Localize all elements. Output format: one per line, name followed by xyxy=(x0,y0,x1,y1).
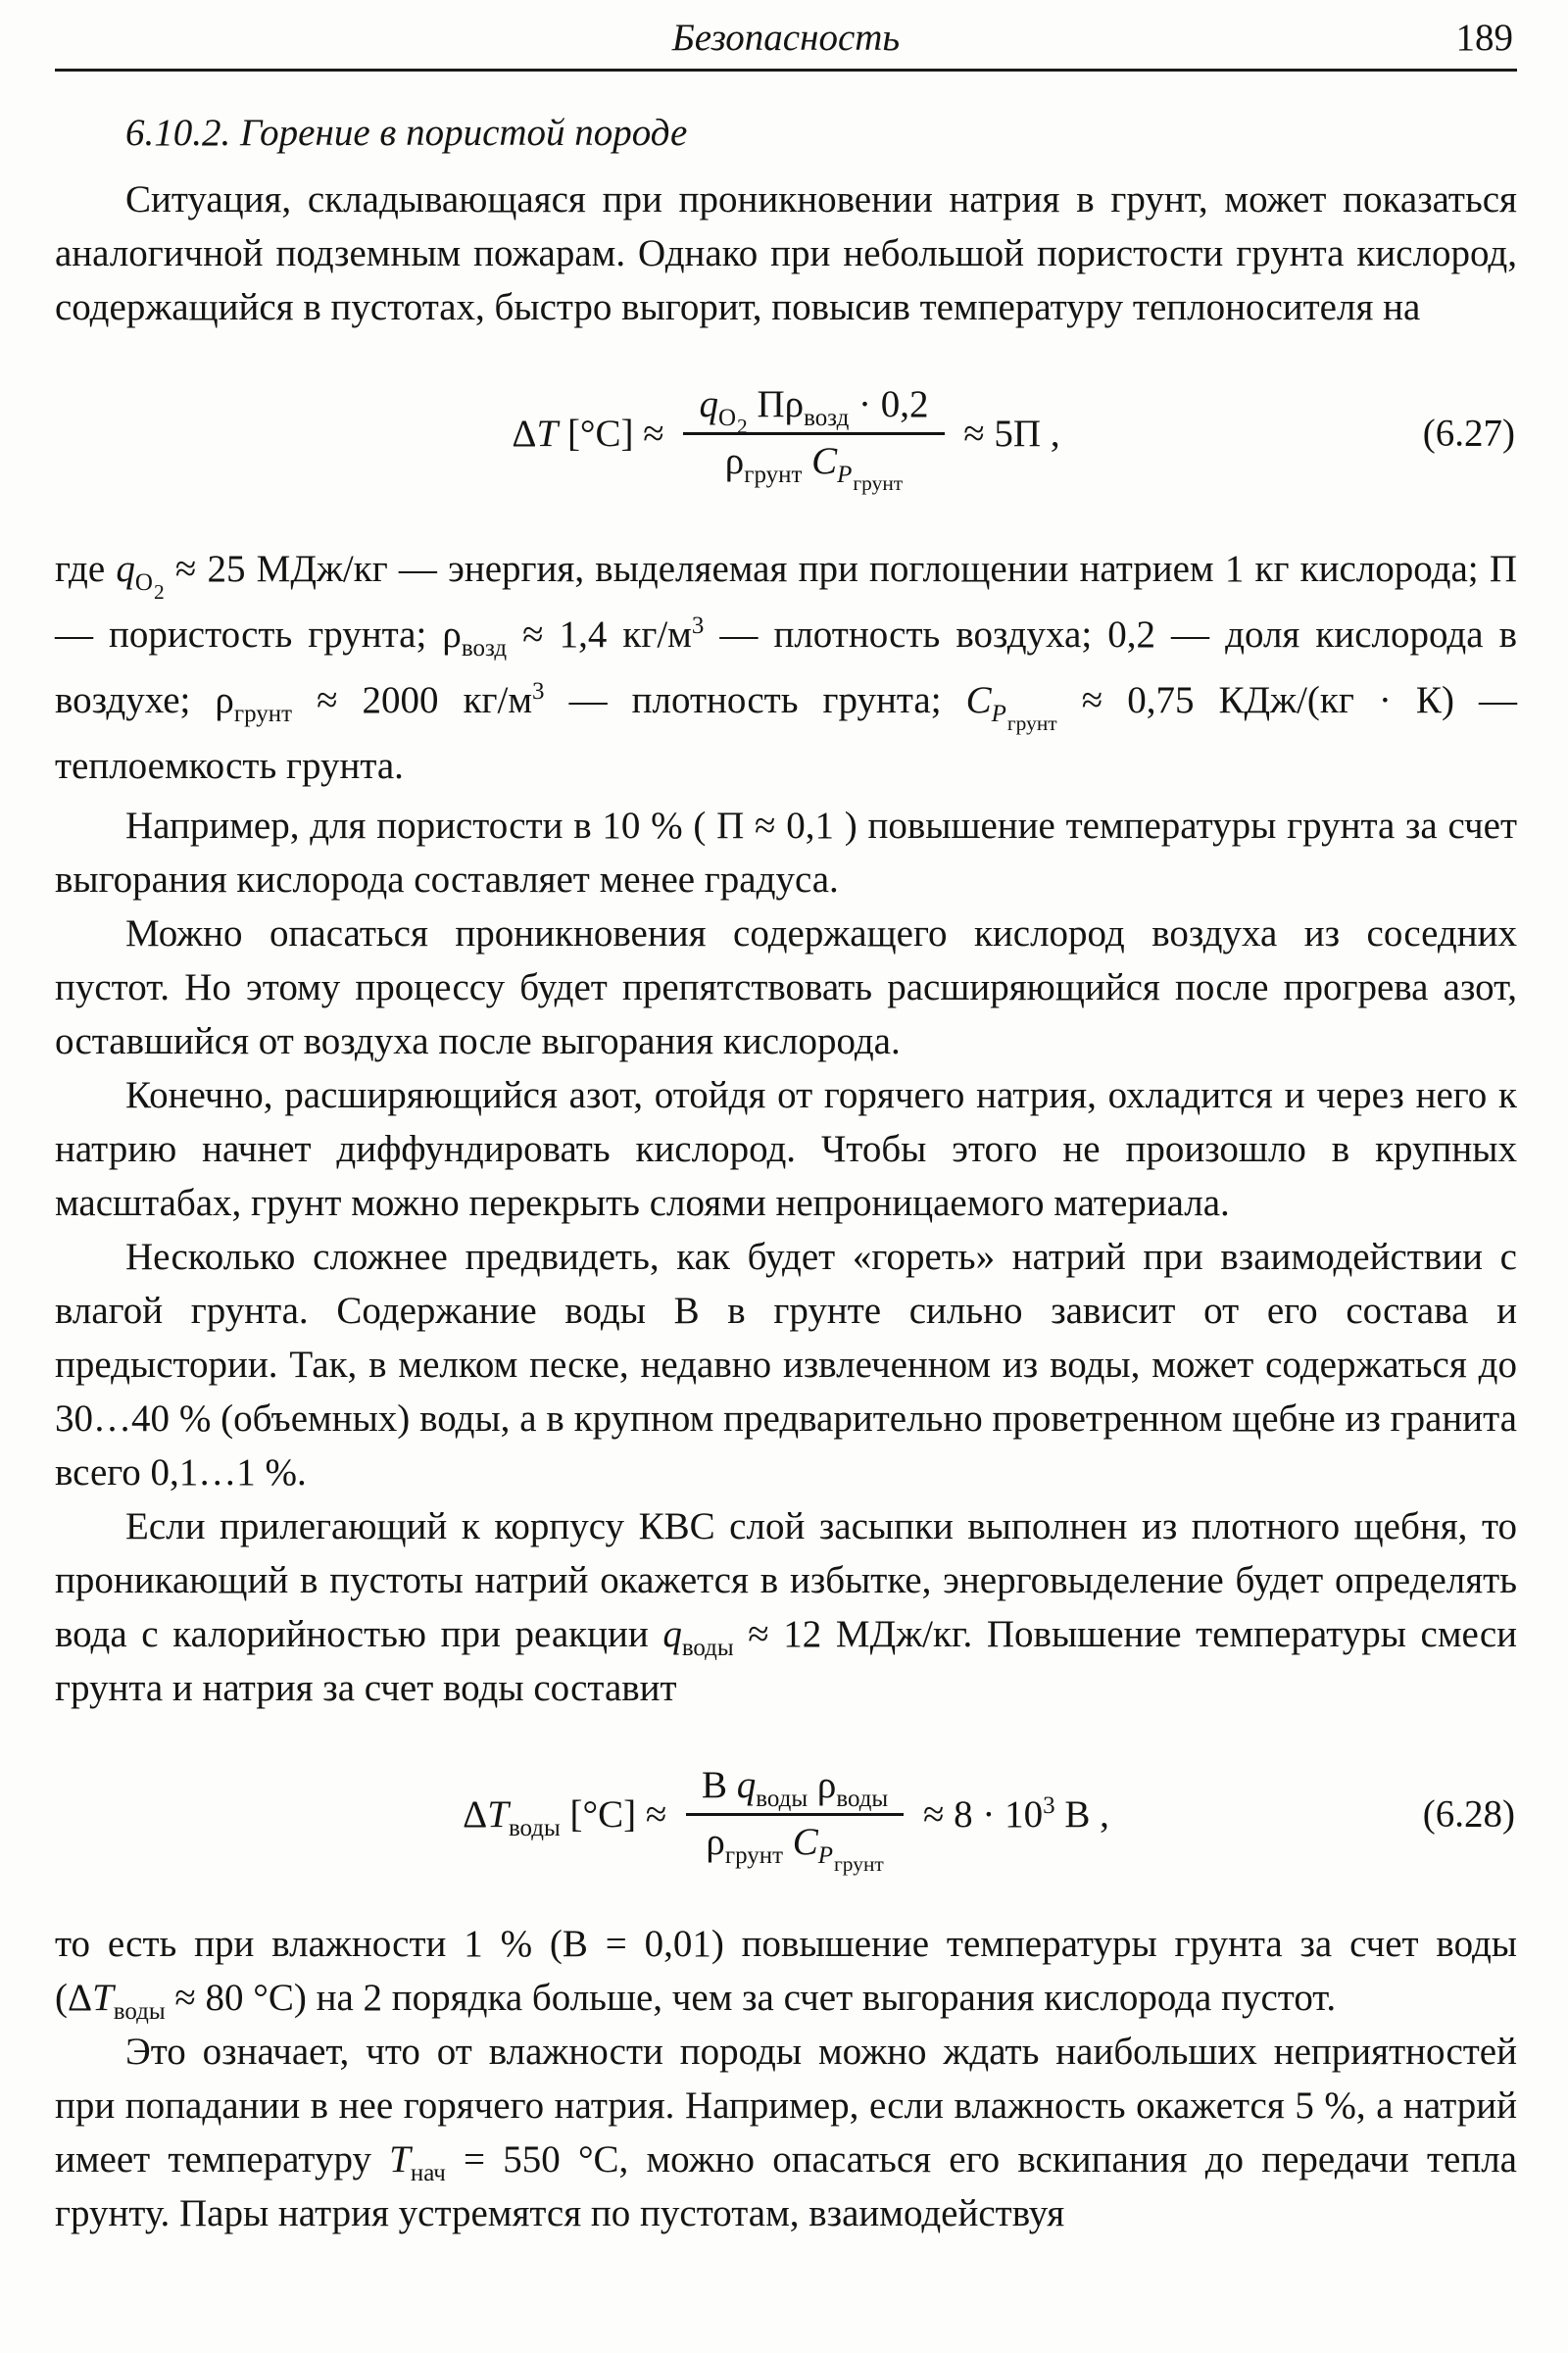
page-body xyxy=(55,111,1517,2240)
paragraph-moisture-content: Несколько сложнее предвидеть, как будет «гореть» натрий при взаимодействии с влагой грунта. Содержание воды В в грунте сильно зависит от его состава и предыстории. Так, в мелком песке, недавно извлеченном из воды, может содержаться до 30…40 % (объемных) воды, а в крупном предварительно проветренном щебне из гранита всего 0,1…1 %. xyxy=(55,1236,1517,1494)
paragraph-nitrogen: Конечно, расширяющийся азот, отойдя от горячего натрия, охладится и через него к натрию начнет диффундировать кислород. Чтобы этого не произошло в крупных масштабах, грунт можно перекрыть слоями непроницаемого материала. xyxy=(55,1074,1517,1224)
eq-628-rhs: ≈ $8 \cdot 10^3$ В , xyxy=(913,1791,1109,1836)
header-rule xyxy=(55,69,1517,72)
eq-627-rhs: ≈ 5П , xyxy=(954,412,1060,455)
eq-627-body xyxy=(512,378,1060,496)
paragraph-neighbor-voids: Можно опасаться проникновения содержащего кислород воздуха из соседних пустот. Но этому процессу будет препятствовать расширяющийся после прогрева азот, оставшийся от воздуха после выгорания кислорода. xyxy=(55,912,1517,1062)
running-title: Безопасность xyxy=(671,17,901,59)
eq-627-number: (6.27) xyxy=(1422,412,1515,455)
eq-628-lhs: $\Delta T_{воды}$ [°С] ≈ xyxy=(463,1792,677,1841)
equation-6-28 xyxy=(55,1740,1517,1887)
eq-627-denominator: $\rho_{грунт}$ $C_{Pгрунт}$ xyxy=(724,439,904,496)
eq-628-number: (6.28) xyxy=(1422,1792,1515,1836)
eq-628-numerator: В $q_{воды}$ $\rho_{воды}$ xyxy=(686,1759,904,1816)
paragraph-conclusion: Это означает, что от влажности породы можно ждать наибольших неприятностей при попадании в нее горячего натрия. Например, если влажность окажется 5 %, а натрий имеет температуру $T_{нач} = 550$ °С, можно опасаться его вскипания до передачи тепла грунту. Пары натрия устремятся по пустотам, взаимодействуя xyxy=(55,2031,1517,2234)
equation-6-27 xyxy=(55,360,1517,507)
paragraph-definitions: где $q_{O2} \approx 25$ МДж/кг — энергия, выделяемая при поглощении натрием 1 кг кислорода; П — пористость грунта; $\rho_{возд} \approx 1,4$ $кг/м^3$ — плотность воздуха; 0,2 — доля кислорода в воздухе; $\rho_{грунт} \approx 2000$ $кг/м^3$ — плотность грунта; $C_{Pгрунт} \approx 0,75$ КДж/(кг · К) — теплоемкость грунта. xyxy=(55,548,1517,787)
paragraph-kvs-backfill: Если прилегающий к корпусу КВС слой засыпки выполнен из плотного щебня, то проникающий в пустоты натрий окажется в избытке, энерговыделение будет определять вода с калорийностью при реакции $q_{воды} \approx 12$ МДж/кг. Повышение температуры смеси грунта и натрия за счет воды составит xyxy=(55,1505,1517,1709)
paragraph-humidity-result: то есть при влажности 1 % (В = 0,01) повышение температуры грунта за счет воды ($\Delta T_{воды} \approx 80$ °С) на 2 порядка больше, чем за счет выгорания кислорода пустот. xyxy=(55,1923,1517,2025)
page-number: 189 xyxy=(1455,17,1513,59)
paragraph-intro: Ситуация, складывающаяся при проникновении натрия в грунт, может показаться аналогичной подземным пожарам. Однако при небольшой пористости грунта кислород, содержащийся в пустотах, быстро выгорит, повысив температуру теплоносителя на xyxy=(55,178,1517,328)
eq-628-fraction xyxy=(686,1759,904,1877)
eq-627-fraction xyxy=(683,378,944,496)
eq-627-numerator: $q_{O2}$ $П\rho_{возд} \cdot 0,2$ xyxy=(683,378,944,435)
eq-627-lhs: ΔT [°С] ≈ xyxy=(512,412,674,455)
eq-628-body xyxy=(463,1759,1109,1877)
section-heading: 6.10.2. Горение в пористой породе xyxy=(125,112,688,154)
page-header xyxy=(55,16,1517,67)
paragraph-example-porosity: Например, для пористости в 10 % ( П ≈ 0,1 ) повышение температуры грунта за счет выгорания кислорода составляет менее градуса. xyxy=(55,805,1517,901)
eq-628-denominator: $\rho_{грунт}$ $C_{Pгрунт}$ xyxy=(706,1820,884,1877)
